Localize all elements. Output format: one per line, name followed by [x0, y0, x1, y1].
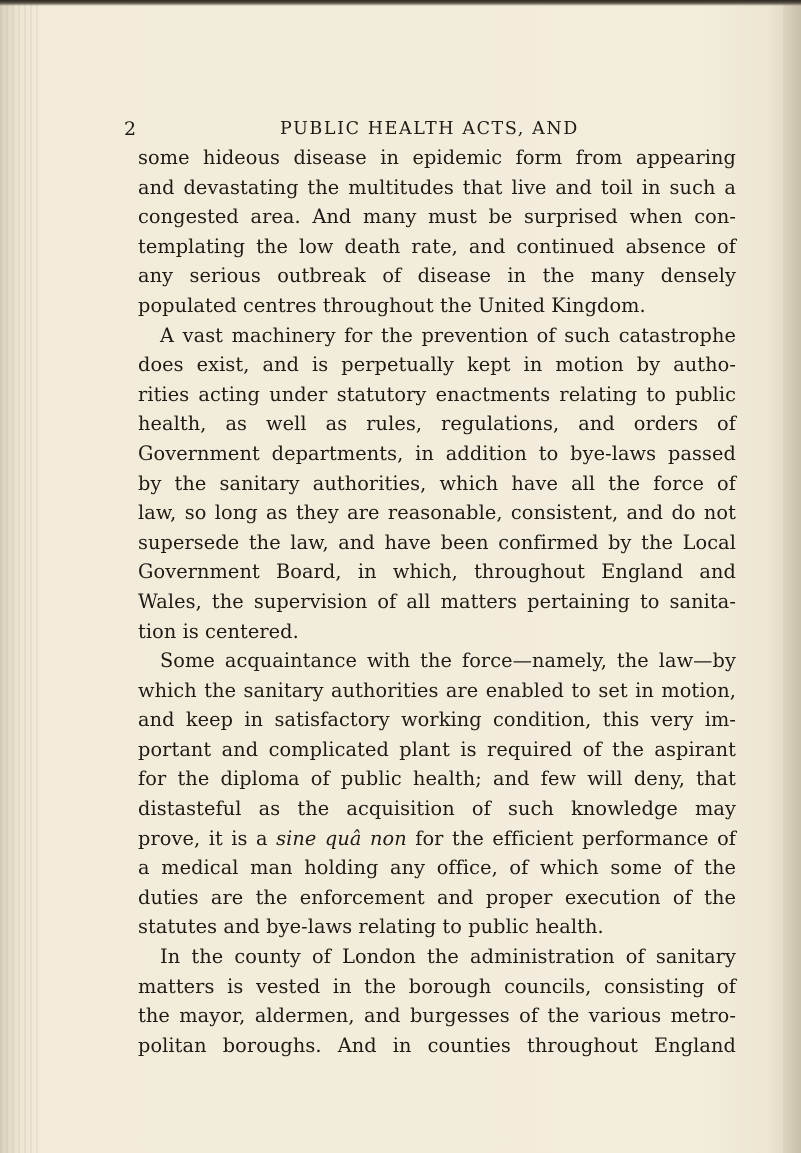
text-line: populated centres throughout the United Kingdom.	[138, 293, 646, 317]
text-line: politan boroughs. And in counties throughout England	[138, 1033, 736, 1057]
text-line: Some acquaintance with the force—namely, the law—by	[160, 649, 736, 673]
text-line: distasteful as the acquisition of such knowledge may	[138, 797, 736, 821]
running-head: PUBLIC HEALTH ACTS, AND	[280, 119, 579, 139]
text-line: statutes and bye-laws relating to public health.	[138, 915, 604, 939]
page-top-edge	[0, 0, 801, 6]
text-line: the mayor, aldermen, and burgesses of the various metro-	[138, 1004, 736, 1028]
text-line: for the diploma of public health; and few will deny, that	[138, 767, 736, 791]
text-line: by the sanitary authorities, which have all the force of	[138, 471, 736, 495]
page-edge	[783, 0, 801, 1153]
text-line	[138, 824, 736, 854]
text-line: any serious outbreak of disease in the many densely	[138, 264, 736, 288]
text-line: Government departments, in addition to bye-laws passed	[138, 441, 736, 465]
text-line: templating the low death rate, and continued absence of	[138, 234, 736, 258]
text-line: does exist, and is perpetually kept in motion by autho-	[138, 353, 736, 377]
text-line: a medical man holding any office, of which some of the	[138, 856, 736, 880]
text-line: and devastating the multitudes that live and toil in such a	[138, 175, 736, 199]
latin-phrase: sine quâ non	[276, 826, 407, 850]
text-line: law, so long as they are reasonable, consistent, and do not	[138, 501, 736, 525]
text-line: matters is vested in the borough councils, consisting of	[138, 974, 736, 998]
text-line: congested area. And many must be surprised when con-	[138, 205, 736, 229]
page-gutter	[0, 0, 38, 1153]
text-line: In the county of London the administration of sanitary	[160, 945, 736, 969]
text-line: supersede the law, and have been confirmed by the Local	[138, 530, 736, 554]
text-line: Wales, the supervision of all matters pertaining to sanita-	[138, 589, 736, 613]
text-line: rities acting under statutory enactments relating to public	[138, 382, 736, 406]
text-line: Government Board, in which, throughout England and	[138, 560, 736, 584]
body-text	[138, 143, 736, 1060]
text-line: A vast machinery for the prevention of such catastrophe	[160, 323, 736, 347]
text-line: duties are the enforcement and proper execution of the	[138, 885, 736, 909]
text-line: tion is centered.	[138, 619, 299, 643]
text-line: health, as well as rules, regulations, and orders of	[138, 412, 736, 436]
text-line: portant and complicated plant is required of the aspirant	[138, 737, 736, 761]
text-line: and keep in satisfactory working condition, this very im-	[138, 708, 736, 732]
page-number: 2	[124, 118, 137, 140]
text-fragment: prove, it is a	[138, 826, 268, 850]
text-line: which the sanitary authorities are enabled to set in motion,	[138, 678, 736, 702]
page-header	[0, 118, 801, 142]
text-fragment: for the efficient performance of	[415, 826, 737, 850]
text-line: some hideous disease in epidemic form from appearing	[138, 146, 736, 169]
